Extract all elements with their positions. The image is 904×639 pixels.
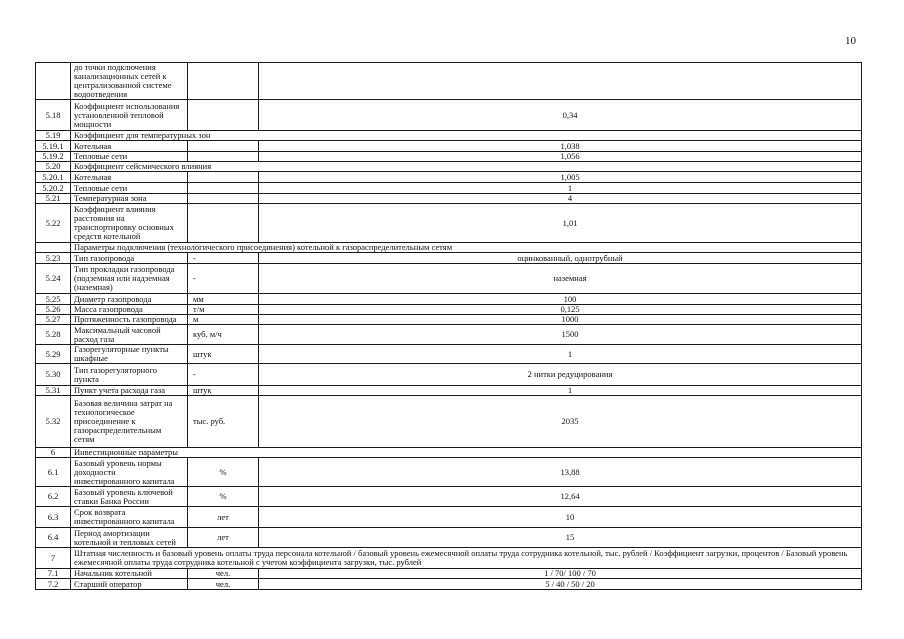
row-unit: т/м (188, 305, 259, 315)
table-row (36, 183, 862, 194)
row-unit (188, 100, 259, 131)
row-value: наземная (259, 264, 862, 294)
row-description: Котельная (71, 141, 188, 152)
row-value: 1 (259, 183, 862, 194)
row-number: 5.26 (36, 305, 71, 315)
row-unit: куб. м/ч (188, 325, 259, 345)
row-unit: штук (188, 345, 259, 364)
row-unit (188, 63, 259, 100)
row-value: 0,125 (259, 305, 862, 315)
row-description: Тепловые сети (71, 152, 188, 162)
row-value (259, 63, 862, 100)
row-number: 6.1 (36, 458, 71, 487)
row-description: Протяженность газопровода (71, 315, 188, 325)
row-number: 5.29 (36, 345, 71, 364)
table-row (36, 569, 862, 579)
section-title: Параметры подключения (технологического присоединения) котельной к газораспределительным сетям (71, 243, 862, 253)
row-number: 5.19.2 (36, 152, 71, 162)
row-number: 5.24 (36, 264, 71, 294)
section-title: Коэффициент сейсмического влияния (71, 162, 862, 172)
row-description: Тип газорегуляторного пункта (71, 364, 188, 386)
table-row (36, 152, 862, 162)
table-row (36, 507, 862, 528)
row-unit: чел. (188, 569, 259, 579)
row-unit (188, 172, 259, 183)
row-description: Период амортизации котельной и тепловых сетей (71, 528, 188, 548)
row-number: 5.21 (36, 194, 71, 204)
page-number: 10 (845, 35, 856, 47)
row-number: 6.4 (36, 528, 71, 548)
table-row (36, 487, 862, 507)
row-number (36, 63, 71, 100)
row-description: Старший оператор (71, 579, 188, 590)
section-row (36, 131, 862, 141)
row-value: 1 / 70/ 100 / 70 (259, 569, 862, 579)
row-number (36, 243, 71, 253)
row-description: Базовый уровень ключевой ставки Банка России (71, 487, 188, 507)
row-value: 1,038 (259, 141, 862, 152)
row-number: 5.19 (36, 131, 71, 141)
section-row (36, 548, 862, 569)
section-title: Штатная численность и базовый уровень оплаты труда персонала котельной / базовый уровень ежемесячной оплаты труда сотрудника котельной, тыс. рублей / Коэффициент загрузки, процентов / Базовый уровень ежемесячной оплаты труда сотрудника котельной с учетом коэффициента загрузки, тыс. рублей (71, 548, 862, 569)
row-value: 1500 (259, 325, 862, 345)
row-description: Котельная (71, 172, 188, 183)
table-row (36, 325, 862, 345)
row-unit: штук (188, 386, 259, 396)
row-unit: чел. (188, 579, 259, 590)
row-number: 5.18 (36, 100, 71, 131)
row-number: 5.23 (36, 253, 71, 264)
table-row (36, 579, 862, 590)
row-description: Тип прокладки газопровода (подземная или надземная (наземная) (71, 264, 188, 294)
row-unit (188, 152, 259, 162)
row-unit: - (188, 364, 259, 386)
row-unit: - (188, 264, 259, 294)
row-value: 15 (259, 528, 862, 548)
row-unit: - (188, 253, 259, 264)
row-description: Коэффициент использования установленной тепловой мощности (71, 100, 188, 131)
row-value: 1000 (259, 315, 862, 325)
row-value: 100 (259, 294, 862, 305)
row-number: 5.30 (36, 364, 71, 386)
row-number: 6.2 (36, 487, 71, 507)
row-unit: лет (188, 507, 259, 528)
row-number: 5.28 (36, 325, 71, 345)
row-unit (188, 204, 259, 243)
section-row (36, 162, 862, 172)
row-description: Коэффициент влияния расстояния на транспортировку основных средств котельной (71, 204, 188, 243)
row-number: 7.2 (36, 579, 71, 590)
row-value: 0,34 (259, 100, 862, 131)
row-description: Температурная зона (71, 194, 188, 204)
row-value: 1 (259, 386, 862, 396)
section-title: Инвестиционные параметры (71, 448, 862, 458)
table-row (36, 315, 862, 325)
parameters-table (35, 62, 862, 590)
row-value: 1 (259, 345, 862, 364)
row-number: 7 (36, 548, 71, 569)
row-number: 6 (36, 448, 71, 458)
row-number: 5.20.2 (36, 183, 71, 194)
row-number: 7.1 (36, 569, 71, 579)
row-description: Срок возврата инвестированного капитала (71, 507, 188, 528)
section-row (36, 243, 862, 253)
row-number: 5.32 (36, 396, 71, 448)
table-row (36, 294, 862, 305)
row-number: 5.22 (36, 204, 71, 243)
section-title: Коэффициент для температурных зон (71, 131, 862, 141)
row-value: 12,64 (259, 487, 862, 507)
row-unit: м (188, 315, 259, 325)
row-value: 2035 (259, 396, 862, 448)
table-row (36, 264, 862, 294)
row-number: 5.31 (36, 386, 71, 396)
row-unit (188, 183, 259, 194)
table-row (36, 204, 862, 243)
table-row (36, 253, 862, 264)
row-description: Тип газопровода (71, 253, 188, 264)
row-number: 5.20 (36, 162, 71, 172)
row-value: 5 / 40 / 50 / 20 (259, 579, 862, 590)
row-unit: лет (188, 528, 259, 548)
row-description: Масса газопровода (71, 305, 188, 315)
row-description: Базовый уровень нормы доходности инвестированного капитала (71, 458, 188, 487)
table-row (36, 458, 862, 487)
row-value: 1,005 (259, 172, 862, 183)
row-value: 1,01 (259, 204, 862, 243)
row-number: 6.3 (36, 507, 71, 528)
row-unit: мм (188, 294, 259, 305)
row-value: 4 (259, 194, 862, 204)
row-number: 5.19.1 (36, 141, 71, 152)
row-description: Диаметр газопровода (71, 294, 188, 305)
table-row (36, 172, 862, 183)
row-description: Максимальный часовой расход газа (71, 325, 188, 345)
table-row (36, 63, 862, 100)
row-unit: % (188, 458, 259, 487)
row-description: Пункт учета расхода газа (71, 386, 188, 396)
row-description: Начальник котельной (71, 569, 188, 579)
table-row (36, 141, 862, 152)
row-description: до точки подключения канализационных сетей к централизованной системе водоотведения (71, 63, 188, 100)
row-value: 1,056 (259, 152, 862, 162)
row-unit: % (188, 487, 259, 507)
table-row (36, 528, 862, 548)
row-unit: тыс. руб. (188, 396, 259, 448)
row-value: 13,88 (259, 458, 862, 487)
row-number: 5.25 (36, 294, 71, 305)
section-row (36, 448, 862, 458)
row-description: Газорегуляторные пункты шкафные (71, 345, 188, 364)
row-description: Базовая величина затрат на технологическое присоединение к газораспределительным сетям (71, 396, 188, 448)
row-number: 5.20.1 (36, 172, 71, 183)
row-description: Тепловые сети (71, 183, 188, 194)
table-row (36, 396, 862, 448)
table-row (36, 100, 862, 131)
table-row (36, 345, 862, 364)
row-unit (188, 194, 259, 204)
row-number: 5.27 (36, 315, 71, 325)
row-value: оцинкованный, однотрубный (259, 253, 862, 264)
table-row (36, 305, 862, 315)
row-unit (188, 141, 259, 152)
table-row (36, 194, 862, 204)
table-row (36, 386, 862, 396)
row-value: 10 (259, 507, 862, 528)
table-row (36, 364, 862, 386)
row-value: 2 нитки редуцирования (259, 364, 862, 386)
